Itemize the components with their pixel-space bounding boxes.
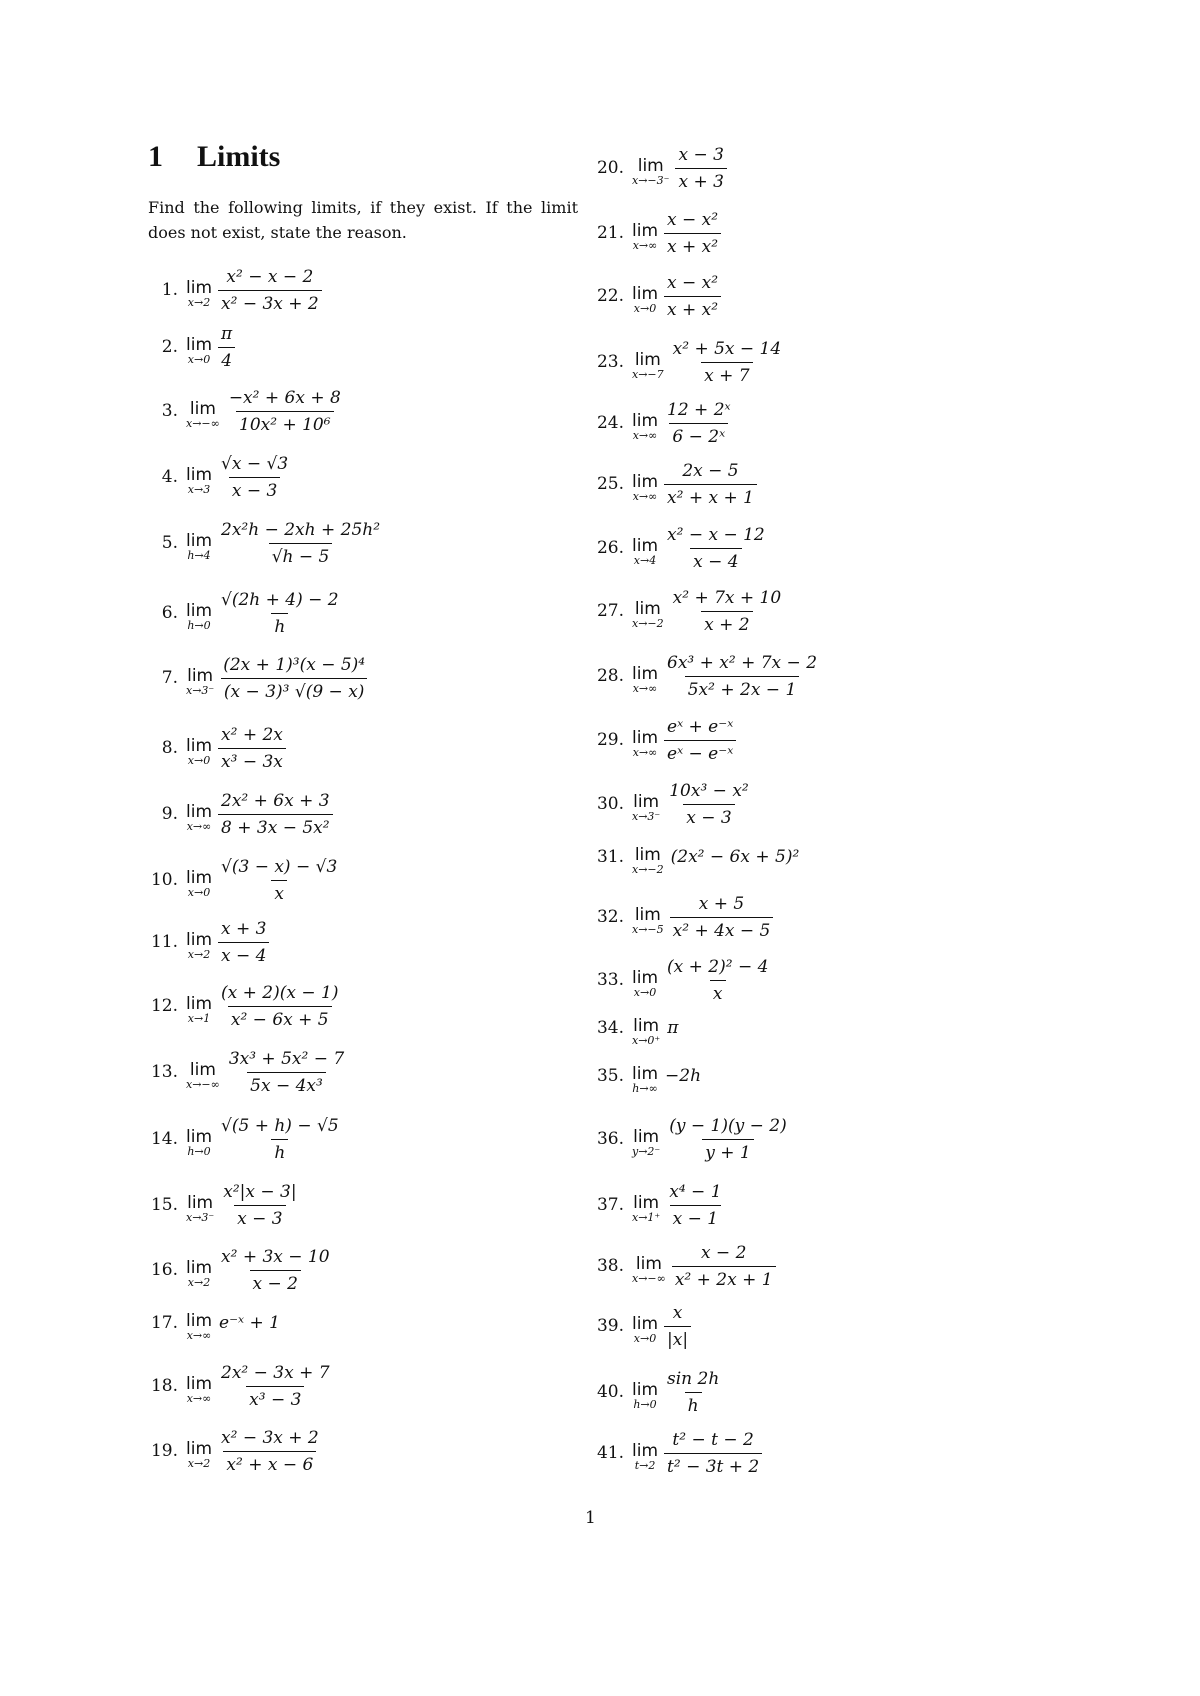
problem-number: 12. (150, 996, 178, 1016)
fraction (664, 460, 757, 509)
limit-operator (186, 1312, 212, 1342)
lim-word: lim (632, 664, 659, 684)
limit-subscript: x→3 (187, 483, 211, 496)
limit-subscript: x→−∞ (186, 1078, 220, 1091)
fraction (218, 1427, 322, 1476)
problem-number: 3. (161, 401, 178, 421)
problem-number: 32. (596, 907, 624, 927)
limit-operator (186, 995, 212, 1025)
numerator: x⁴ − 1 (669, 1181, 722, 1202)
limit-subscript: x→0 (187, 754, 211, 767)
limit-operator (632, 1315, 658, 1345)
denominator: eˣ − e⁻ˣ (664, 740, 736, 765)
limit-subscript: x→−3⁻ (632, 174, 670, 187)
fraction (218, 589, 342, 638)
numerator: (2x + 1)³(x − 5)⁴ (223, 654, 366, 675)
problem-number: 11. (150, 932, 178, 952)
limit-operator (632, 285, 658, 315)
section-title: Limits (197, 140, 281, 173)
denominator: 6 − 2ˣ (669, 423, 728, 448)
fraction (664, 716, 736, 765)
fraction (218, 856, 340, 905)
denominator: x + 7 (701, 362, 752, 387)
problem-number: 36. (596, 1129, 624, 1149)
lim-word: lim (632, 1380, 659, 1400)
limit-subscript: h→∞ (632, 1082, 658, 1095)
denominator: 8 + 3x − 5x² (218, 814, 333, 839)
limit-subscript: x→∞ (186, 1392, 212, 1405)
denominator: √h − 5 (269, 543, 333, 568)
problem-number: 16. (150, 1260, 178, 1280)
limit-subscript: x→∞ (632, 429, 658, 442)
numerator: (x + 2)(x − 1) (221, 982, 339, 1003)
numerator: 2x² − 3x + 7 (221, 1362, 330, 1383)
problem-number: 18. (150, 1376, 178, 1396)
fraction (218, 1362, 333, 1411)
limit-operator (632, 222, 658, 252)
numerator: √(2h + 4) − 2 (221, 589, 339, 610)
lim-word: lim (635, 1254, 662, 1274)
limit-subscript: x→∞ (632, 490, 658, 503)
numerator: 2x²h − 2xh + 25h² (221, 519, 381, 540)
problem-number: 29. (596, 730, 624, 750)
lim-word: lim (637, 156, 664, 176)
numerator: 2x² + 6x + 3 (221, 790, 330, 811)
limit-subscript: y→2⁻ (632, 1145, 661, 1158)
lim-word: lim (634, 350, 661, 370)
lim-word: lim (634, 599, 661, 619)
fraction (220, 654, 368, 703)
problem-number: 24. (596, 413, 624, 433)
lim-word: lim (186, 802, 213, 822)
limit-operator (632, 351, 664, 381)
limit-operator (186, 466, 212, 496)
limit-subscript: x→0 (633, 1332, 657, 1345)
fraction (218, 724, 286, 773)
limit-operator (186, 869, 212, 899)
lim-word: lim (189, 399, 216, 419)
problem-number: 2. (161, 337, 178, 357)
fraction (664, 524, 768, 573)
limit-subscript: x→∞ (632, 746, 658, 759)
numerator: √x − √3 (221, 453, 289, 474)
lim-word: lim (187, 666, 214, 686)
denominator: x + 2 (701, 611, 752, 636)
problem-number: 40. (596, 1382, 624, 1402)
limit-operator (186, 400, 220, 430)
lim-word: lim (632, 284, 659, 304)
lim-word: lim (186, 1258, 213, 1278)
denominator: x² − 6x + 5 (228, 1006, 332, 1031)
limit-subscript: x→2 (187, 1457, 211, 1470)
denominator: x² − 3x + 2 (218, 290, 322, 315)
denominator: x − 4 (690, 548, 741, 573)
denominator: 5x² + 2x − 1 (685, 676, 800, 701)
limit-subscript: x→−∞ (632, 1272, 666, 1285)
problem-number: 38. (596, 1256, 624, 1276)
fraction (664, 652, 820, 701)
limit-expression: −2h (665, 1066, 702, 1086)
limit-operator (632, 1194, 660, 1224)
numerator: π (221, 323, 233, 344)
numerator: 6x³ + x² + 7x − 2 (667, 652, 818, 673)
lim-word: lim (186, 1374, 213, 1394)
limit-subscript: x→∞ (632, 239, 658, 252)
denominator: x² + 2x + 1 (672, 1266, 776, 1291)
fraction (218, 519, 383, 568)
lim-word: lim (186, 868, 213, 888)
denominator: x² + x + 1 (664, 484, 757, 509)
fraction (670, 893, 774, 942)
fraction (664, 209, 721, 258)
problem-number: 20. (596, 158, 624, 178)
limit-subscript: x→3⁻ (632, 810, 661, 823)
numerator: x² + 3x − 10 (221, 1246, 330, 1267)
denominator: x − 1 (670, 1205, 721, 1230)
limit-operator (186, 1440, 212, 1470)
limit-operator (186, 1375, 212, 1405)
denominator: x³ − 3 (246, 1386, 304, 1411)
limit-operator (186, 931, 212, 961)
problem-number: 4. (161, 467, 178, 487)
denominator: x + x² (664, 296, 721, 321)
denominator: 5x − 4x³ (247, 1072, 326, 1097)
fraction (666, 1115, 789, 1164)
numerator: t² − t − 2 (672, 1429, 754, 1450)
denominator: h (271, 613, 288, 638)
fraction (666, 1181, 724, 1230)
limit-subscript: x→2 (187, 296, 211, 309)
fraction (218, 982, 341, 1031)
lim-word: lim (632, 536, 659, 556)
denominator: (x − 3)³ √(9 − x) (221, 678, 368, 703)
problem-number: 33. (596, 970, 624, 990)
limit-subscript: h→0 (187, 1145, 211, 1158)
lim-word: lim (633, 1127, 660, 1147)
fraction (666, 780, 752, 829)
limit-subscript: x→−2 (632, 617, 664, 630)
limit-operator (186, 336, 212, 366)
numerator: x² − x − 12 (667, 524, 765, 545)
fraction (218, 918, 269, 967)
problem-number: 41. (596, 1443, 624, 1463)
denominator: x (271, 880, 287, 905)
problem-number: 39. (596, 1316, 624, 1336)
problem-number: 13. (150, 1062, 178, 1082)
numerator: x (672, 1302, 683, 1323)
limit-operator (632, 729, 658, 759)
denominator: 10x² + 10⁶ (236, 411, 334, 436)
problem-number: 5. (161, 533, 178, 553)
numerator: x² − x − 2 (226, 266, 314, 287)
problem-number: 21. (596, 223, 624, 243)
numerator: x − x² (667, 272, 719, 293)
intro-paragraph: Find the following limits, if they exist. If the limit does not exist, state the reason. (148, 198, 578, 242)
limit-operator (186, 1061, 220, 1091)
fraction (670, 587, 785, 636)
problem-number: 15. (150, 1195, 178, 1215)
lim-word: lim (186, 994, 213, 1014)
numerator: x − x² (667, 209, 719, 230)
lim-word: lim (186, 736, 213, 756)
problem-number: 26. (596, 538, 624, 558)
limit-operator (186, 667, 214, 697)
numerator: −x² + 6x + 8 (228, 387, 341, 408)
denominator: h (271, 1139, 288, 1164)
denominator: h (685, 1392, 702, 1417)
numerator: x − 3 (678, 144, 724, 165)
limit-operator (632, 793, 660, 823)
limit-subscript: x→−2 (632, 863, 664, 876)
limit-subscript: x→0 (633, 986, 657, 999)
problem-number: 10. (150, 870, 178, 890)
limit-subscript: h→4 (187, 549, 211, 562)
lim-word: lim (186, 930, 213, 950)
limit-expression: (2x² − 6x + 5)² (670, 847, 800, 867)
numerator: 3x³ + 5x² − 7 (228, 1048, 345, 1069)
page-number: 1 (585, 1508, 596, 1528)
problem-number: 8. (161, 738, 178, 758)
limit-subscript: x→0 (187, 353, 211, 366)
problem-number: 25. (596, 474, 624, 494)
denominator: |x| (664, 1326, 691, 1351)
fraction (672, 1242, 776, 1291)
lim-word: lim (632, 1314, 659, 1334)
limit-operator (632, 537, 658, 567)
limit-operator (186, 1128, 212, 1158)
lim-word: lim (634, 845, 661, 865)
lim-word: lim (189, 1060, 216, 1080)
lim-word: lim (186, 1127, 213, 1147)
lim-word: lim (187, 1193, 214, 1213)
limit-operator (632, 157, 669, 187)
problem-number: 22. (596, 286, 624, 306)
limit-subscript: x→−7 (632, 368, 664, 381)
limit-subscript: h→0 (633, 1398, 657, 1411)
problem-number: 17. (150, 1313, 178, 1333)
problem-number: 31. (596, 847, 624, 867)
limit-subscript: h→0 (187, 619, 211, 632)
numerator: x + 5 (698, 893, 745, 914)
limit-operator (186, 532, 212, 562)
limit-subscript: x→∞ (186, 1329, 212, 1342)
fraction (670, 338, 785, 387)
fraction (218, 323, 235, 372)
limit-subscript: x→2 (187, 1276, 211, 1289)
numerator: x² + 7x + 10 (672, 587, 782, 608)
denominator: x − 2 (250, 1270, 301, 1295)
denominator: 4 (218, 347, 235, 372)
lim-word: lim (633, 792, 660, 812)
problem-number: 14. (150, 1129, 178, 1149)
fraction (218, 790, 333, 839)
lim-word: lim (633, 1193, 660, 1213)
denominator: x − 3 (683, 804, 734, 829)
lim-word: lim (186, 335, 213, 355)
limit-operator (632, 1381, 658, 1411)
limit-operator (632, 473, 658, 503)
numerator: x²|x − 3| (223, 1181, 297, 1202)
limit-operator (186, 737, 212, 767)
limit-operator (186, 1194, 214, 1224)
denominator: x − 4 (218, 942, 269, 967)
limit-subscript: x→−5 (632, 923, 664, 936)
limit-subscript: x→−∞ (186, 417, 220, 430)
limit-subscript: x→3⁻ (186, 684, 215, 697)
fraction (220, 1181, 299, 1230)
limit-operator (632, 600, 664, 630)
problem-number: 19. (150, 1441, 178, 1461)
limit-operator (632, 1065, 658, 1095)
limit-subscript: x→1⁺ (632, 1211, 661, 1224)
denominator: y + 1 (702, 1139, 753, 1164)
limit-subscript: x→0 (187, 886, 211, 899)
lim-word: lim (633, 1016, 660, 1036)
lim-word: lim (186, 531, 213, 551)
problem-number: 6. (161, 603, 178, 623)
limit-expression: e⁻ˣ + 1 (219, 1313, 280, 1333)
denominator: t² − 3t + 2 (664, 1453, 762, 1478)
numerator: eˣ + e⁻ˣ (667, 716, 734, 737)
numerator: x + 3 (221, 918, 267, 939)
numerator: (x + 2)² − 4 (667, 956, 769, 977)
lim-word: lim (186, 1311, 213, 1331)
fraction (218, 1246, 333, 1295)
problem-number: 30. (596, 794, 624, 814)
fraction (664, 1368, 722, 1417)
limit-operator (186, 803, 212, 833)
numerator: (y − 1)(y − 2) (669, 1115, 787, 1136)
limit-operator (632, 1017, 660, 1047)
limit-operator (632, 846, 664, 876)
denominator: x + 3 (675, 168, 726, 193)
limit-subscript: x→1 (187, 1012, 211, 1025)
numerator: sin 2h (667, 1368, 720, 1389)
numerator: 12 + 2ˣ (667, 399, 731, 420)
limit-subscript: x→0 (633, 302, 657, 315)
fraction (664, 399, 734, 448)
lim-word: lim (632, 1441, 659, 1461)
lim-word: lim (634, 905, 661, 925)
problem-number: 7. (161, 668, 178, 688)
limit-operator (632, 1255, 666, 1285)
limit-expression: π (667, 1018, 679, 1038)
limit-subscript: x→∞ (186, 820, 212, 833)
limit-subscript: t→2 (634, 1459, 656, 1472)
numerator: x − 2 (700, 1242, 747, 1263)
fraction (218, 1115, 342, 1164)
problem-number: 37. (596, 1195, 624, 1215)
denominator: x + x² (664, 233, 721, 258)
numerator: 10x³ − x² (669, 780, 749, 801)
lim-word: lim (632, 728, 659, 748)
limit-subscript: x→∞ (632, 682, 658, 695)
fraction (675, 144, 726, 193)
denominator: x − 3 (234, 1205, 285, 1230)
denominator: x − 3 (229, 477, 280, 502)
numerator: √(3 − x) − √3 (221, 856, 338, 877)
problem-number: 9. (161, 804, 178, 824)
limit-operator (632, 665, 658, 695)
problem-number: 1. (161, 280, 178, 300)
problem-number: 34. (596, 1018, 624, 1038)
denominator: x² + 4x − 5 (670, 917, 774, 942)
limit-subscript: x→0⁺ (632, 1034, 661, 1047)
lim-word: lim (632, 968, 659, 988)
fraction (226, 387, 344, 436)
denominator: x³ − 3x (218, 748, 286, 773)
numerator: 2x − 5 (682, 460, 739, 481)
limit-operator (632, 412, 658, 442)
lim-word: lim (632, 1064, 659, 1084)
limit-operator (632, 969, 658, 999)
lim-word: lim (632, 411, 659, 431)
limit-operator (632, 1128, 660, 1158)
denominator: x² + x − 6 (223, 1451, 316, 1476)
numerator: √(5 + h) − √5 (221, 1115, 339, 1136)
fraction (664, 1429, 762, 1478)
lim-word: lim (186, 601, 213, 621)
problem-number: 35. (596, 1066, 624, 1086)
limit-operator (632, 906, 664, 936)
fraction (664, 1302, 691, 1351)
limit-operator (186, 602, 212, 632)
problem-number: 28. (596, 666, 624, 686)
problem-number: 27. (596, 601, 624, 621)
lim-word: lim (186, 1439, 213, 1459)
limit-subscript: x→3⁻ (186, 1211, 215, 1224)
fraction (218, 453, 291, 502)
limit-operator (632, 1442, 658, 1472)
lim-word: lim (186, 278, 213, 298)
fraction (664, 956, 771, 1005)
limit-operator (186, 1259, 212, 1289)
lim-word: lim (632, 221, 659, 241)
section-number: 1 (148, 140, 163, 173)
lim-word: lim (632, 472, 659, 492)
numerator: x² + 5x − 14 (672, 338, 782, 359)
lim-word: lim (186, 465, 213, 485)
fraction (664, 272, 721, 321)
fraction (226, 1048, 347, 1097)
fraction (218, 266, 322, 315)
problem-number: 23. (596, 352, 624, 372)
limit-subscript: x→2 (187, 948, 211, 961)
numerator: x² + 2x (221, 724, 283, 745)
limit-subscript: x→4 (633, 554, 657, 567)
denominator: x (710, 980, 726, 1005)
limit-operator (186, 279, 212, 309)
numerator: x² − 3x + 2 (221, 1427, 319, 1448)
